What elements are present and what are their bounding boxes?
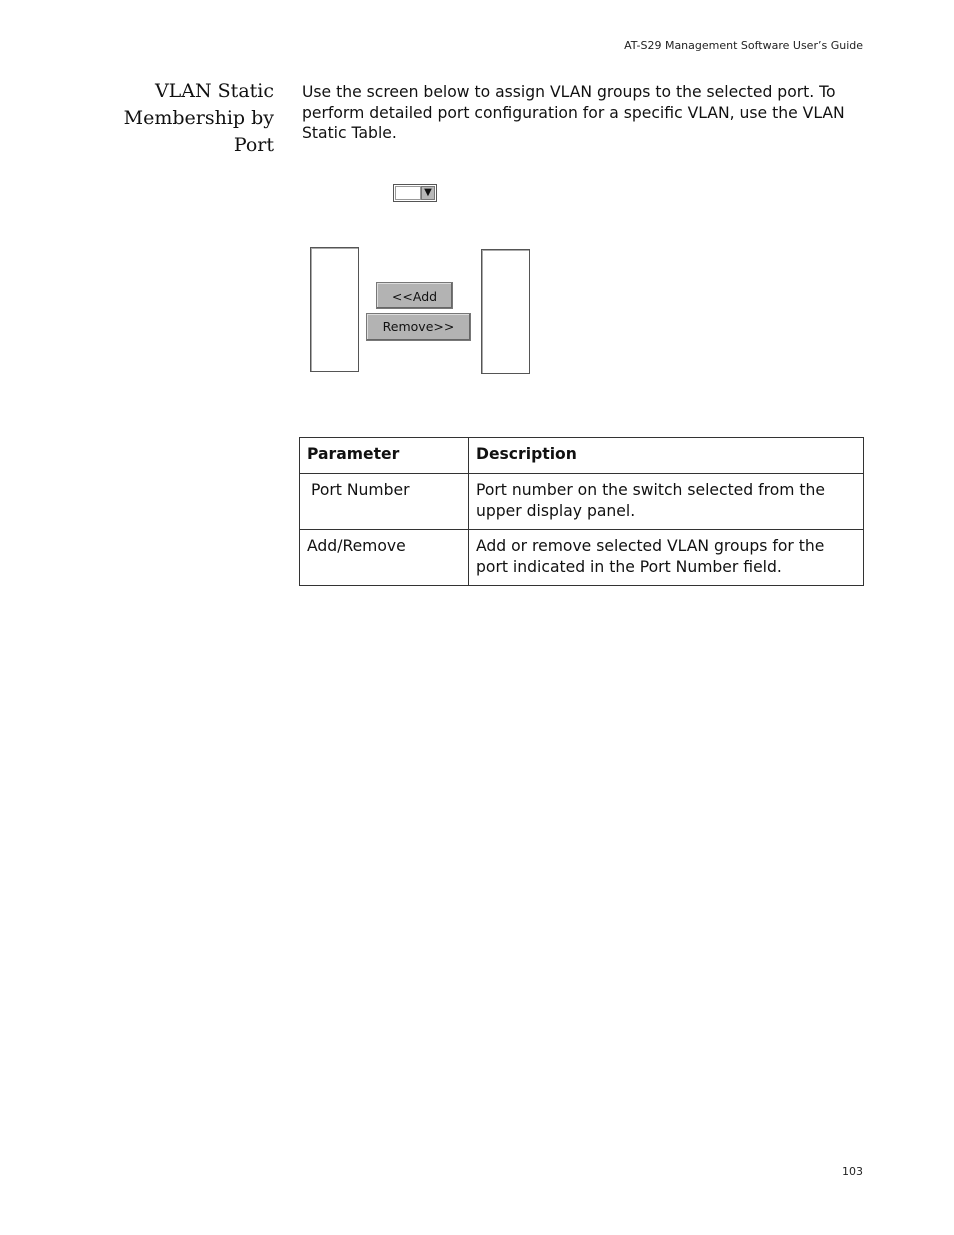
parameter-table bbox=[299, 437, 864, 586]
port-number-select[interactable] bbox=[393, 184, 437, 202]
column-header-parameter: Parameter bbox=[300, 438, 469, 474]
section-title-line: Membership by bbox=[123, 107, 274, 129]
add-button[interactable]: <<Add bbox=[376, 282, 453, 309]
intro-paragraph: Use the screen below to assign VLAN groups to the selected port. To perform detailed port configuration for a specific VLAN, use the VLAN Static Table. bbox=[302, 83, 845, 142]
parameter-cell: Add/Remove bbox=[300, 529, 469, 585]
parameter-cell: Port Number bbox=[300, 473, 469, 529]
section-title-line: VLAN Static bbox=[154, 80, 274, 102]
section-title bbox=[100, 78, 274, 159]
column-header-description: Description bbox=[469, 438, 864, 474]
assigned-vlans-list[interactable] bbox=[310, 247, 359, 372]
description-cell: Port number on the switch selected from the upper display panel. bbox=[469, 473, 864, 529]
description-cell: Add or remove selected VLAN groups for the port indicated in the Port Number field. bbox=[469, 529, 864, 585]
port-number-field[interactable] bbox=[395, 186, 421, 200]
available-vlans-list[interactable] bbox=[481, 249, 530, 374]
running-head: AT-S29 Management Software User’s Guide bbox=[624, 39, 863, 52]
section-title-line: Port bbox=[233, 134, 274, 156]
table-row bbox=[300, 529, 864, 585]
table-row bbox=[300, 473, 864, 529]
remove-button[interactable]: Remove>> bbox=[366, 313, 471, 341]
table-header-row bbox=[300, 438, 864, 474]
page-number: 103 bbox=[842, 1165, 863, 1178]
dropdown-arrow-icon[interactable]: ▼ bbox=[421, 186, 435, 200]
